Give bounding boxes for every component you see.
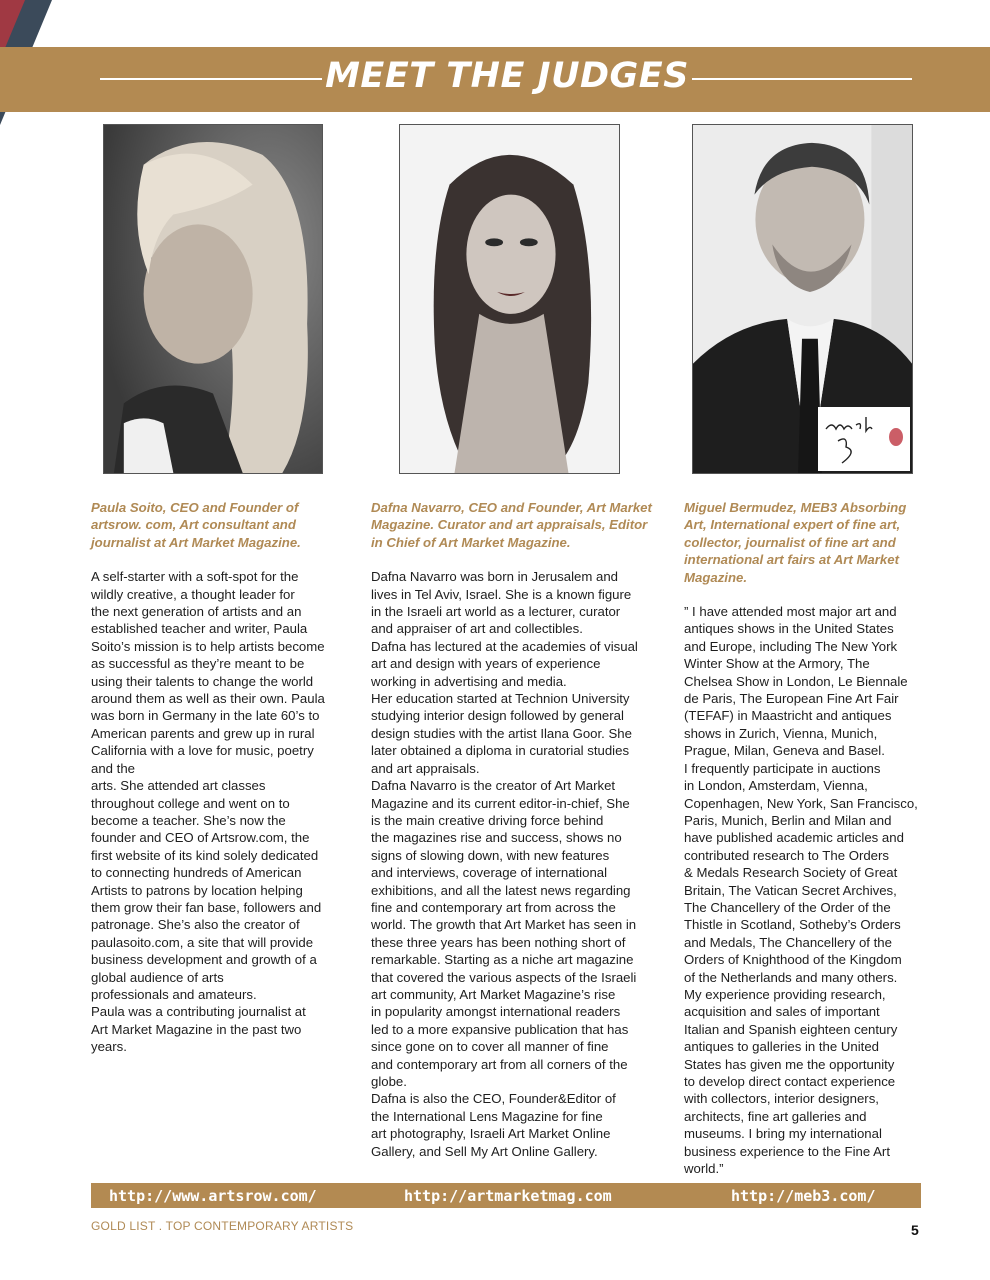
judge-column-paula-soito — [91, 499, 341, 1056]
signature — [818, 407, 910, 471]
judge-caption: Miguel Bermudez, MEB3 Absorbing Art, International expert of fine art, collector, journalist of fine art and international art fairs at Art Market Magazine. — [684, 500, 907, 585]
judge-bio: A self-starter with a soft-spot for the wildly creative, a thought leader for the next generation of artists and an established teacher and writer, Paula Soito’s mission is to help artists become as successful as they’re meant to be using their talents to change the world around them as well as their own. Paula was born in Germany in the late 60’s to American parents and grew up in rural California with a love for music, poetry and the arts. She attended art classes throughout college and went on to become a teacher. She’s now the founder and CEO of Artsrow.com, the first website of its kind solely dedicated to connecting hundreds of American Artists to patrons by location helping them grow their fan base, followers and patronage. She’s also the creator of paulasoito.com, a site that will provide business development and growth of a global audience of arts professionals and amateurs. Paula was a contributing journalist at Art Market Magazine in the past two years. — [91, 569, 325, 1055]
url-link-artsrow[interactable]: http://www.artsrow.com/ — [109, 1187, 317, 1205]
url-link-meb3[interactable]: http://meb3.com/ — [731, 1187, 876, 1205]
judge-bio: Dafna Navarro was born in Jerusalem and lives in Tel Aviv, Israel. She is a known figure in the Israeli art world as a lecturer, curator and appraiser of art and collectibles. Dafna has lectured at the academies of visual art and design with years of experience working in advertising and media. Her education started at Technion University studying interior design followed by general design studies with the artist Ilana Goor. She later obtained a diploma in curatorial studies and art appraisals. Dafna Navarro is the creator of Art Market Magazine and its current editor-in-chief, She is the main creative driving force behind the magazines rise and success, shows no signs of slowing down, with new features and interviews, coverage of international exhibitions, and all the latest news regarding fine and contemporary art from across the world. The growth that Art Market has seen in these three years has been nothing short of remarkable. Starting as a niche art magazine that covered the various aspects of the Israeli art community, Art Market Magazine’s rise in popularity amongst international readers led to a more expansive publication that has since gone on to cover all manner of fine and contemporary art from all corners of the globe. Dafna is also the CEO, Founder&Editor of the International Lens Magazine for fine art photography, Israeli Art Market Online Gallery, and Sell My Art Online Gallery. — [371, 569, 638, 1159]
banner-rule-left — [100, 78, 322, 80]
url-link-artmarketmag[interactable]: http://artmarketmag.com — [404, 1187, 612, 1205]
header-banner — [0, 47, 990, 112]
judge-caption: Paula Soito, CEO and Founder of artsrow. com, Art consultant and journalist at Art Market Magazine. — [91, 500, 301, 550]
footer-label: GOLD LIST . TOP CONTEMPORARY ARTISTS — [91, 1219, 354, 1233]
judge-photo-dafna-navarro — [399, 124, 620, 474]
judge-photo-paula-soito — [103, 124, 323, 474]
banner-rule-right — [692, 78, 912, 80]
page-title: MEET THE JUDGES — [325, 56, 689, 96]
judge-bio: ” I have attended most major art and antiques shows in the United States and Europe, including The New York Winter Show at the Armory, The Chelsea Show in London, Le Biennale de Paris, The European Fine Art Fair (TEFAF) in Maastricht and antiques shows in Zurich, Vienna, Munich, Prague, Milan, Geneva and Basel. I frequently participate in auctions in London, Amsterdam, Vienna, Copenhagen, New York, San Francisco, Paris, Munich, Berlin and Milan and have published academic articles and contributed research to The Orders & Medals Research Society of Great Britain, The Vatican Secret Archives, The Chancellery of the Order of the Thistle in Scotland, Sotheby’s Orders and Medals, The Chancellery of the Orders of Knighthood of the Kingdom of the Netherlands and many others. My experience providing research, acquisition and sales of important Italian and Spanish eighteen century antiques to galleries in the United States has given me the opportunity to develop direct contact experience with collectors, interior designers, architects, fine art galleries and museums. I bring my international business experience to the Fine Art world.” — [684, 604, 918, 1177]
judge-caption: Dafna Navarro, CEO and Founder, Art Market Magazine. Curator and art appraisals, Editor in Chief of Art Market Magazine. — [371, 500, 652, 550]
judge-column-miguel-bermudez — [684, 499, 929, 1177]
judge-photo-miguel-bermudez — [692, 124, 913, 474]
url-bar — [91, 1183, 921, 1208]
page-number: 5 — [911, 1222, 919, 1238]
judge-column-dafna-navarro — [371, 499, 656, 1160]
